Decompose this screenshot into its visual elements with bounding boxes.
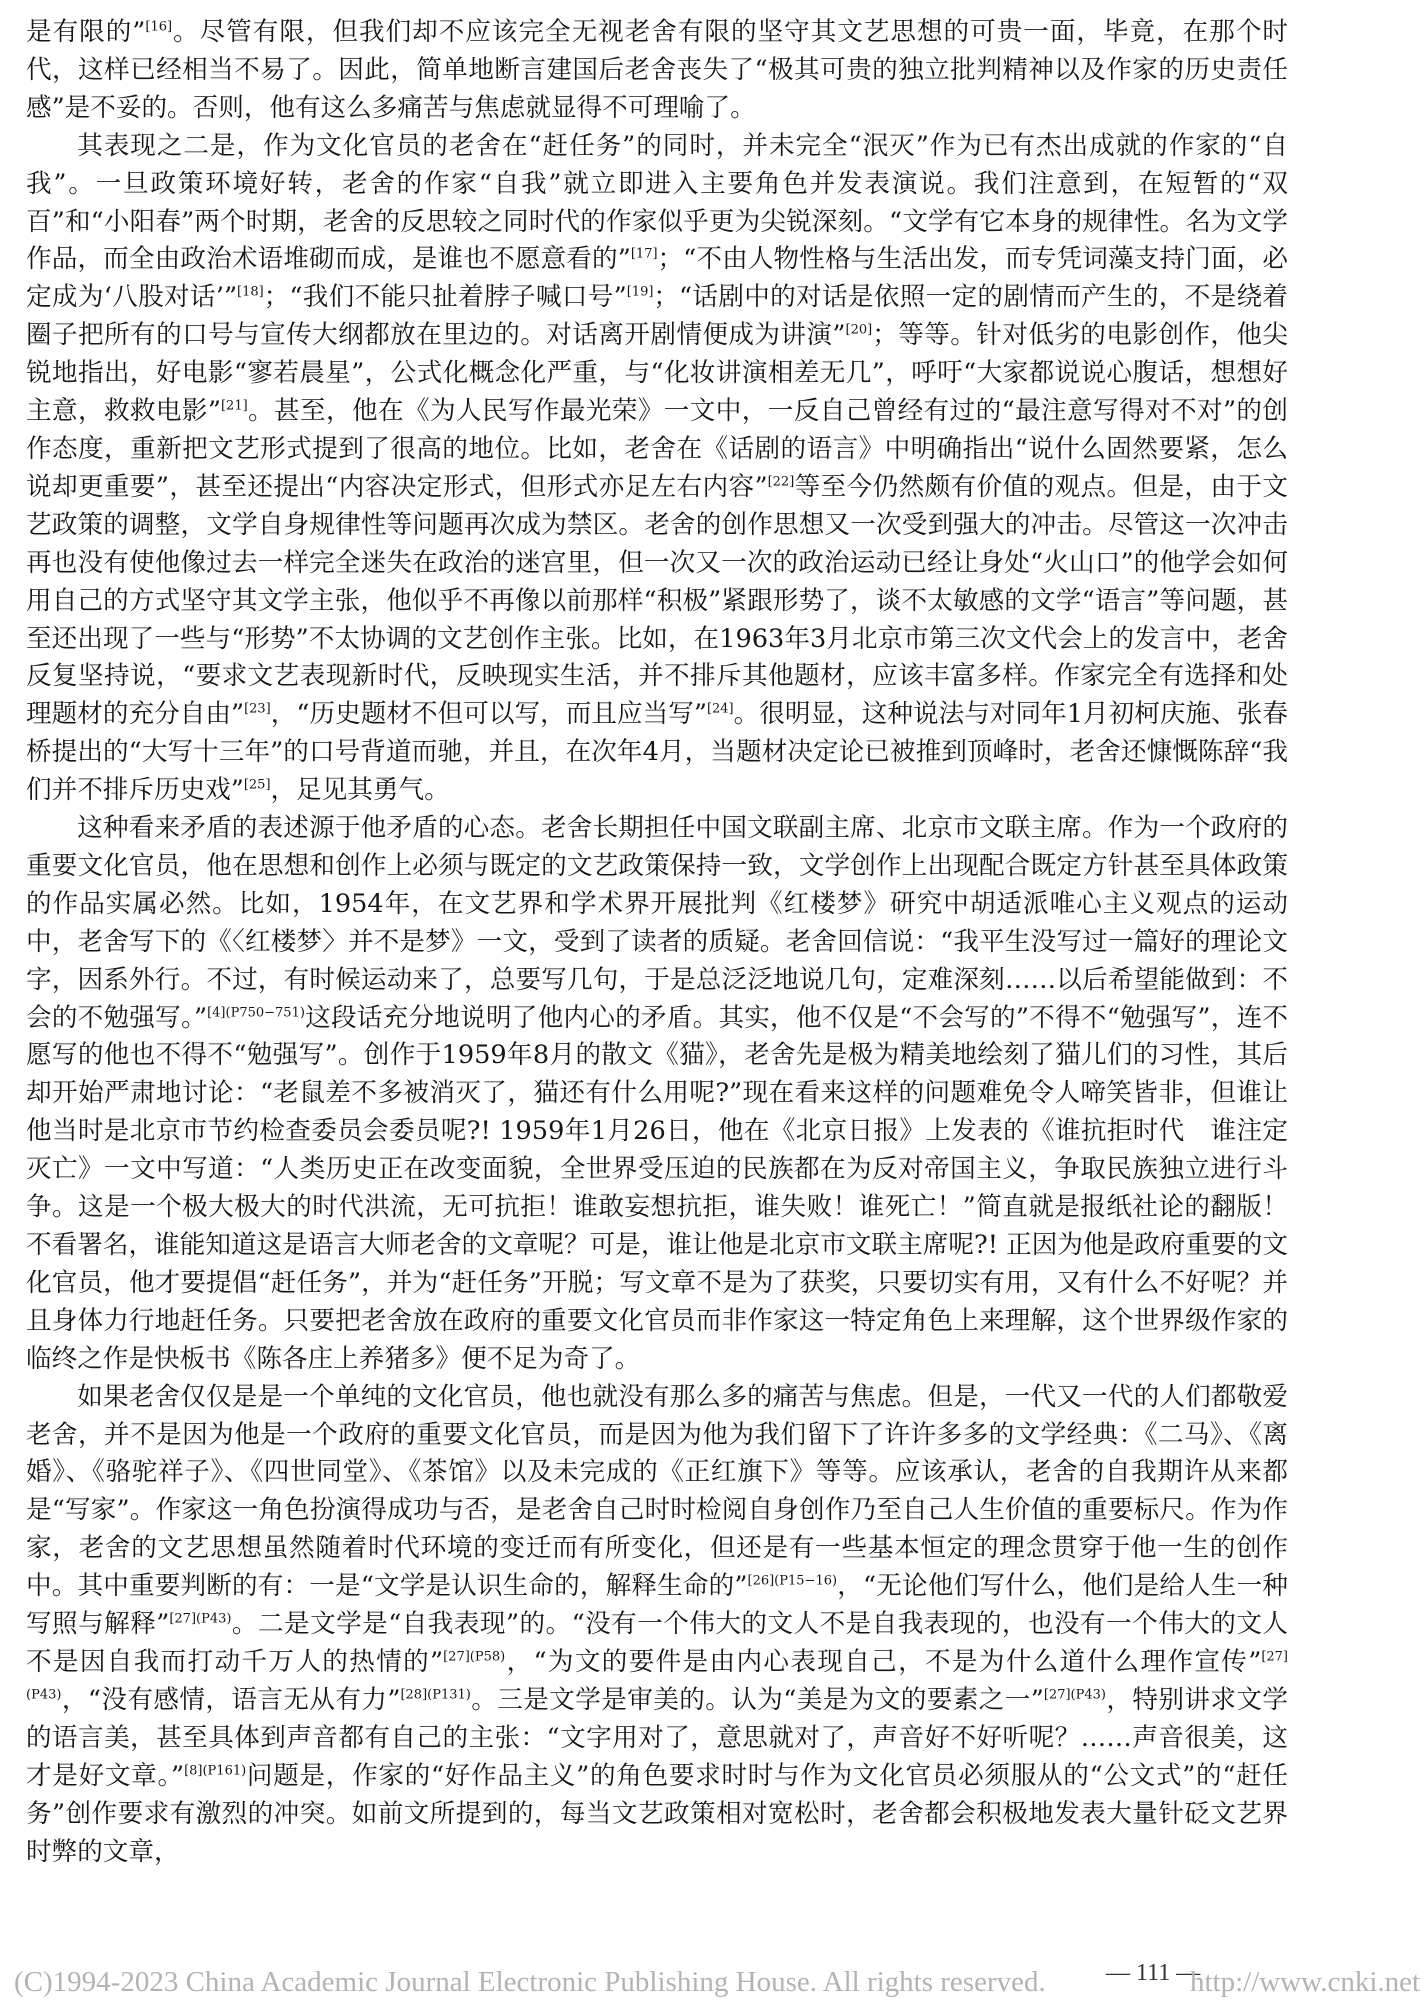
text-run: 。三是文学是审美的。认为“美是为文的要素之一”	[470, 1684, 1044, 1715]
citation-marker: [28](P131)	[400, 1687, 471, 1703]
text-run: ，“无论他们写什么，他们是给人生一种写照与解释”	[26, 1571, 1288, 1640]
page-footer	[0, 1960, 1420, 2003]
source-url: http://www.cnki.net	[1190, 1966, 1420, 1998]
text-run: 如果老舍仅仅是是一个单纯的文化官员，他也就没有那么多的痛苦与焦虑。但是，一代又一代的人们都敬爱老舍，并不是因为他是一个政府的重要文化官员，而是因为他为我们留下了许许多多的文学经典：《二马》、《离婚》、《骆驼祥子》、《四世同堂》、《茶馆》以及未完成的《正红旗下》等等。应该承认，老舍的自我期许从来都是“写家”。作家这一角色扮演得成功与否，是老舍自己时时检阅自身创作乃至自己人生价值的重要标尺。作为作家，老舍的文艺思想虽然随着时代环境的变迁而有所变化，但还是有一些基本恒定的理念贯穿于他一生的创作中。其中重要判断的有：一是“文学是认识生命的，解释生命的”	[26, 1381, 1288, 1602]
text-run: 。甚至，他在《为人民写作最光荣》一文中，一反自己曾经有过的“最注意写得对不对”的创作态度，重新把文艺形式提到了很高的地位。比如，老舍在《话剧的语言》中明确指出“说什么固然要紧，怎么说却更重要”，甚至还提出“内容决定形式，但形式亦足左右内容”	[26, 396, 1288, 502]
text-run: ，足见其勇气。	[270, 775, 450, 806]
text-run: 。很明显，这种说法与对同年1月初柯庆施、张春桥提出的“大写十三年”的口号背道而驰，并且，在次年4月，当题材决定论已被推到顶峰时，老舍还慷慨陈辞“我们并不排斥历史戏”	[26, 699, 1288, 806]
citation-marker: [21]	[220, 398, 248, 414]
citation-marker: [8](P161)	[184, 1763, 247, 1779]
citation-marker: [24]	[706, 701, 734, 717]
citation-marker: [18]	[237, 284, 264, 300]
text-run: 是有限的”	[26, 17, 146, 47]
text-run: 这段话充分地说明了他内心的矛盾。其实，他不仅是“不会写的”不得不“勉强写”，连不愿写的他也不得不“勉强写”。创作于1959年8月的散文《猫》，老舍先是极为精美地绘刻了猫儿们的习性，其后却开始严肃地讨论：“老鼠差不多被消灭了，猫还有什么用呢?”现在看来这样的问题难免令人啼笑皆非，但谁让他当时是北京市节约检查委员会委员呢?! 1959年1月26日，他在《北京日报》上发表的《谁抗拒时代 谁注定灭亡》一文中写道：“人类历史正在改变面貌，全世界受压迫的民族都在为反对帝国主义，争取民族独立进行斗争。这是一个极大极大的时代洪流，无可抗拒！谁敢妄想抗拒，谁失败！谁死亡！”简直就是报纸社论的翻版！不看署名，谁能知道这是语言大师老舍的文章呢？可是，谁让他是北京市文联主席呢?! 正因为他是政府重要的文化官员，他才要提倡“赶任务”，并为“赶任务”开脱；写文章不是为了获奖，只要切实有用，又有什么不好呢？并且身体力行地赶任务。只要把老舍放在政府的重要文化官员而非作家这一特定角色上来理解，这个世界级作家的临终之作是快板书《陈各庄上养猪多》便不足为奇了。	[26, 1002, 1288, 1374]
citation-marker: [27](P43)	[1043, 1687, 1106, 1703]
citation-marker: [27](P43)	[169, 1611, 232, 1627]
citation-marker: [23]	[244, 701, 271, 717]
text-run: ；“我们不能只扯着脖子喊口号”	[263, 282, 627, 313]
text-run: ，特别讲求文学的语言美，甚至具体到声音都有自己的主张：“文字用对了，意思就对了，声音好不好听呢？……声音很美，这才是好文章。”	[26, 1684, 1288, 1791]
article-body	[26, 14, 1288, 1871]
citation-marker: [25]	[243, 777, 271, 793]
text-run: ，“为文的要件是由内心表现自己，不是为什么道什么理作宣传”	[505, 1646, 1262, 1677]
text-run: 问题是，作家的“好作品主义”的角色要求时时与作为文化官员必须服从的“公文式”的“赶任务”创作要求有激烈的冲突。如前文所提到的，每当文艺政策相对宽松时，老舍都会积极地发表大量针砭文艺界时弊的文章，	[26, 1760, 1288, 1867]
paragraph	[26, 128, 1288, 810]
text-run: ；“不由人物性格与生活出发，而专凭词藻支持门面，必定成为‘八股对话’”	[26, 244, 1288, 313]
text-run: 等至今仍然颇有价值的观点。但是，由于文艺政策的调整，文学自身规律性等问题再次成为禁区。老舍的创作思想又一次受到强大的冲击。尽管这一次冲击再也没有使他像过去一样完全迷失在政治的迷宫里，但一次又一次的政治运动已经让身处“火山口”的他学会如何用自己的方式坚守其文学主张，他似乎不再像以前那样“积极”紧跟形势了，谈不太敏感的文学“语言”等问题，甚至还出现了一些与“形势”不太协调的文艺创作主张。比如，在1963年3月北京市第三次文代会上的发言中，老舍反复坚持说，“要求文艺表现新时代，反映现实生活，并不排斥其他题材，应该丰富多样。作家完全有选择和处理题材的充分自由”	[26, 471, 1288, 730]
text-run: 。二是文学是“自我表现”的。“没有一个伟大的文人不是自我表现的，也没有一个伟大的文人不是因自我而打动千万人的热情的”	[26, 1609, 1288, 1677]
text-run: ；“话剧中的对话是依照一定的剧情而产生的，不是绕着圈子把所有的口号与宣传大纲都放在里边的。对话离开剧情便成为讲演”	[26, 282, 1289, 351]
citation-marker: [27](P58)	[443, 1649, 506, 1665]
text-run: 。尽管有限，但我们却不应该完全无视老舍有限的坚守其文艺思想的可贵一面，毕竟，在那个时代，这样已经相当不易了。因此，简单地断言建国后老舍丧失了“极其可贵的独立批判精神以及作家的历史责任感”是不妥的。否则，他有这么多痛苦与焦虑就显得不可理喻了。	[26, 17, 1288, 123]
citation-marker: [4](P750−751)	[207, 1005, 305, 1021]
paragraph	[26, 1379, 1288, 1872]
text-run: 其表现之二是，作为文化官员的老舍在“赶任务”的同时，并未完全“泯灭”作为已有杰出成就的作家的“自我”。一旦政策环境好转，老舍的作家“自我”就立即进入主要角色并发表演说。我们注意到，在短暂的“双百”和“小阳春”两个时期，老舍的反思较之同时代的作家似乎更为尖锐深刻。“文学有它本身的规律性。名为文学作品，而全由政治术语堆砌而成，是谁也不愿意看的”	[26, 130, 1288, 275]
text-run: ，“历史题材不但可以写，而且应当写”	[270, 699, 707, 730]
page-number: — 111 —	[1100, 1960, 1206, 1987]
citation-marker: [16]	[145, 19, 173, 35]
citation-marker: [20]	[845, 322, 873, 338]
paragraph	[26, 14, 1288, 128]
text-run: ；等等。针对低劣的电影创作，他尖锐地指出，好电影“寥若晨星”，公式化概念化严重，与“化妆讲演相差无几”，呼吁“大家都说说心腹话，想想好主意，救救电影”	[26, 320, 1288, 427]
citation-marker: [19]	[626, 284, 654, 300]
paragraph	[26, 810, 1288, 1379]
citation-marker: [27](P43)	[26, 1649, 1288, 1703]
text-run: ，“没有感情，语言无从有力”	[61, 1684, 401, 1715]
citation-marker: [17]	[630, 246, 658, 262]
citation-marker: [22]	[767, 474, 795, 490]
copyright-watermark: (C)1994-2023 China Academic Journal Electronic Publishing House. All rights reserved.	[14, 1966, 1046, 1998]
text-run: 这种看来矛盾的表述源于他矛盾的心态。老舍长期担任中国文联副主席、北京市文联主席。作为一个政府的重要文化官员，他在思想和创作上必须与既定的文艺政策保持一致，文学创作上出现配合既定方针甚至具体政策的作品实属必然。比如，1954年，在文艺界和学术界开展批判《红楼梦》研究中胡适派唯心主义观点的运动中，老舍写下的《〈红楼梦〉并不是梦》一文，受到了读者的质疑。老舍回信说：“我平生没写过一篇好的理论文字，因系外行。不过，有时候运动来了，总要写几句，于是总泛泛地说几句，定难深刻……以后希望能做到：不会的不勉强写。”	[26, 813, 1288, 1033]
citation-marker: [26](P15−16)	[747, 1573, 838, 1589]
